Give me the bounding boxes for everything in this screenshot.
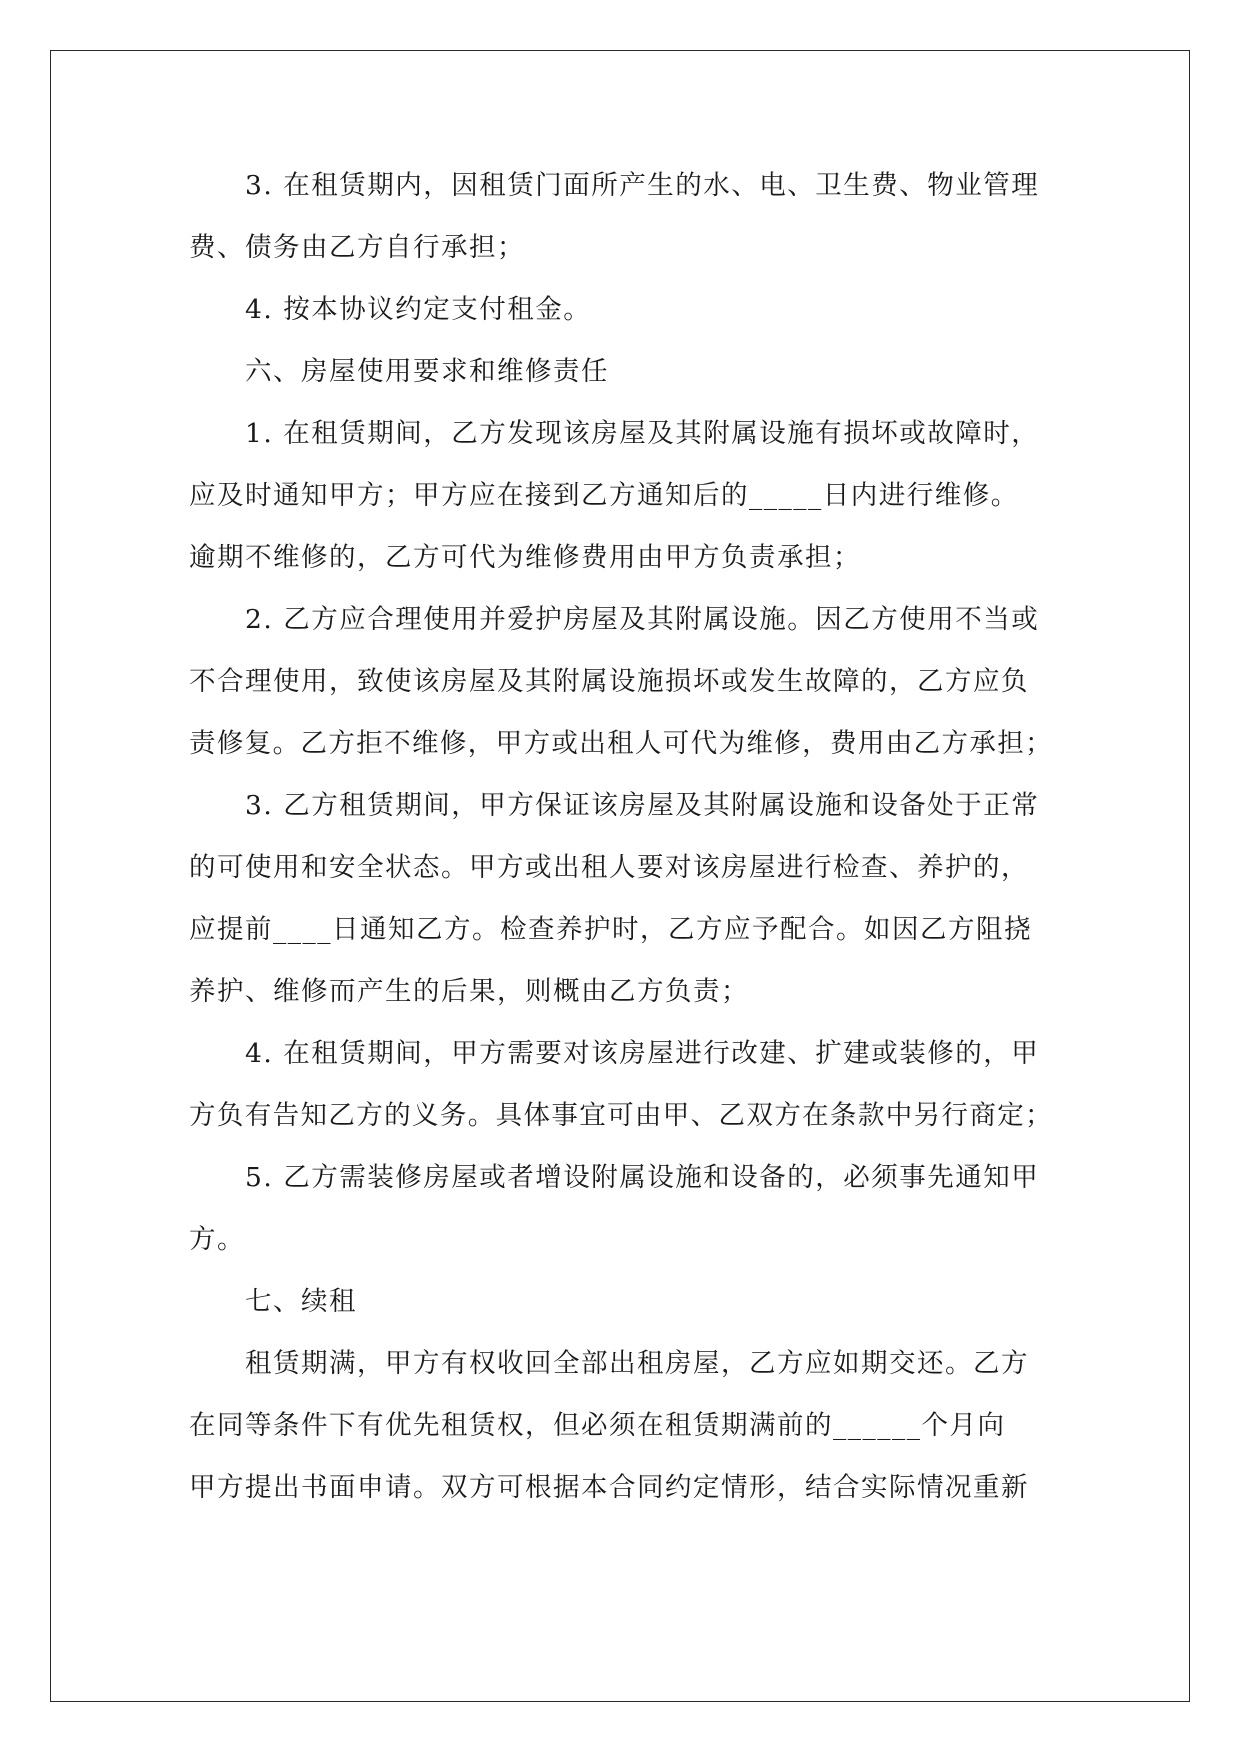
document-body [189, 155, 1053, 1519]
clause-6-item-5-line-1: 5. 乙方需装修房屋或者增设附属设施和设备的，必须事先通知甲 [245, 1162, 1040, 1193]
clause-6-item-3-line-1: 3. 乙方租赁期间，甲方保证该房屋及其附属设施和设备处于正常 [245, 790, 1040, 821]
clause-6-item-3-line-3: 应提前____日通知乙方。检查养护时，乙方应予配合。如因乙方阻挠 [189, 914, 1032, 945]
clause-5-item-3-line-1: 3. 在租赁期内，因租赁门面所产生的水、电、卫生费、物业管理 [245, 170, 1040, 201]
clause-7-line-3: 甲方提出书面申请。双方可根据本合同约定情形，结合实际情况重新 [189, 1472, 1029, 1503]
clause-7-line-1: 租赁期满，甲方有权收回全部出租房屋，乙方应如期交还。乙方 [245, 1348, 1029, 1379]
clause-6-item-2-line-1: 2. 乙方应合理使用并爱护房屋及其附属设施。因乙方使用不当或 [245, 604, 1040, 635]
section-heading-6: 六、房屋使用要求和维修责任 [245, 356, 609, 387]
clause-6-item-3-line-2: 的可使用和安全状态。甲方或出租人要对该房屋进行检查、养护的， [189, 852, 1029, 883]
clause-5-item-4: 4. 按本协议约定支付租金。 [245, 294, 592, 325]
clause-7-line-2: 在同等条件下有优先租赁权，但必须在租赁期满前的______个月向 [189, 1410, 1006, 1441]
clause-6-item-5-line-2: 方。 [189, 1224, 245, 1255]
clause-6-item-3-line-4: 养护、维修而产生的后果，则概由乙方负责； [189, 976, 749, 1007]
clause-6-item-4-line-2: 方负有告知乙方的义务。具体事宜可由甲、乙双方在条款中另行商定； [189, 1100, 1053, 1131]
section-heading-7: 七、续租 [245, 1286, 357, 1317]
clause-6-item-1-line-1: 1. 在租赁期间，乙方发现该房屋及其附属设施有损坏或故障时， [245, 418, 1040, 449]
clause-5-item-3-line-2: 费、债务由乙方自行承担； [189, 232, 525, 263]
clause-6-item-2-line-2: 不合理使用，致使该房屋及其附属设施损坏或发生故障的，乙方应负 [189, 666, 1029, 697]
clause-6-item-4-line-1: 4. 在租赁期间，甲方需要对该房屋进行改建、扩建或装修的，甲 [245, 1038, 1040, 1069]
clause-6-item-1-line-3: 逾期不维修的，乙方可代为维修费用由甲方负责承担； [189, 542, 861, 573]
clause-6-item-1-line-2: 应及时通知甲方；甲方应在接到乙方通知后的_____日内进行维修。 [189, 480, 1019, 511]
clause-6-item-2-line-3: 责修复。乙方拒不维修，甲方或出租人可代为维修，费用由乙方承担； [189, 728, 1053, 759]
